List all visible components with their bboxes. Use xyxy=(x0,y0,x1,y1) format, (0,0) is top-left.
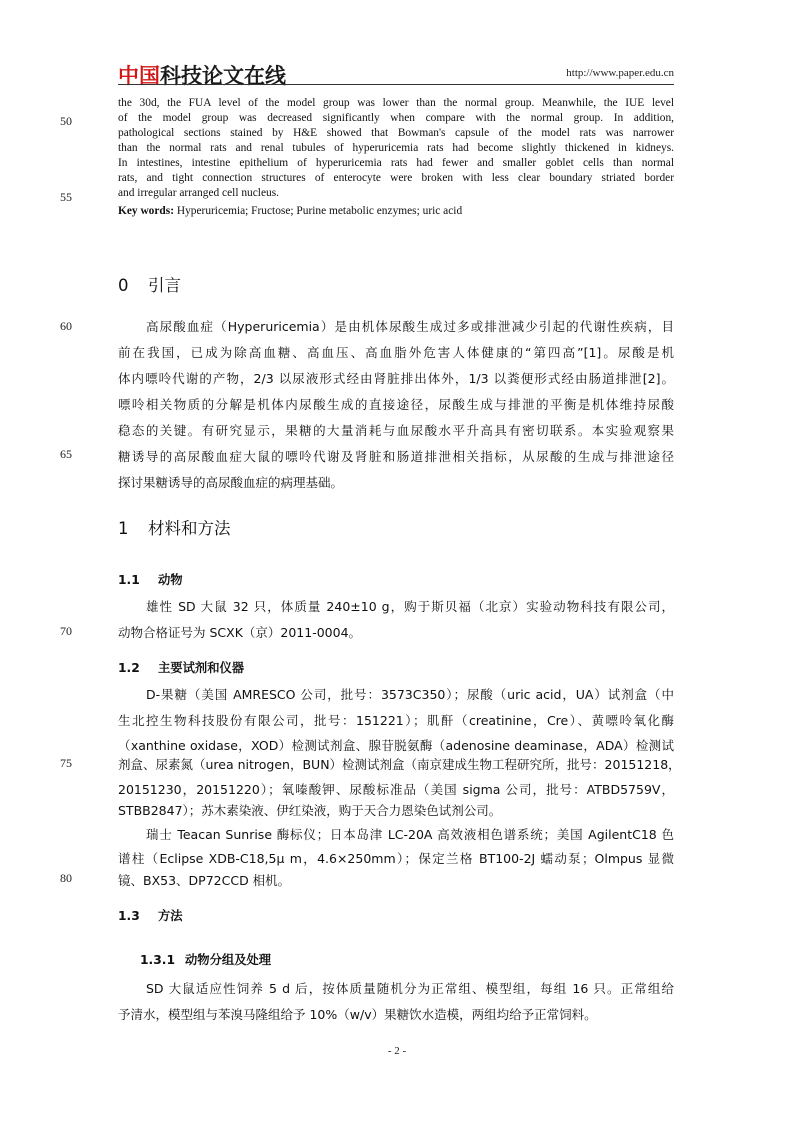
reagents-line: STBB2847）；苏木素染液、伊红染液，购于天合力恩染色试剂公司。 xyxy=(118,803,502,818)
animals-line: 动物合格证号为 SCXK（京）2011-0004。 xyxy=(118,625,362,640)
subsubsection-heading-grouping xyxy=(140,950,271,968)
subsection-title: 动物 xyxy=(158,573,183,587)
logo-text: 科技论文在线 xyxy=(160,64,286,88)
subsection-heading-method xyxy=(118,906,183,924)
line-number: 65 xyxy=(60,447,72,461)
reagents-line: 20151230，20151220）；氧嗪酸钾、尿酸标准品（美国 sigma 公司，批号：ATBD5759V， xyxy=(118,782,674,797)
subsection-number: 1.1 xyxy=(118,573,140,587)
line-number: 50 xyxy=(60,114,72,128)
instruments-line: 瑞士 Teacan Sunrise 酶标仪；日本岛津 LC-20A 高效液相色谱系统；美国 AgilentC18 色 xyxy=(146,827,674,842)
abstract-line: rats, and tight connection structures of enterocyte were broken with less clear boundary striated border xyxy=(118,172,674,184)
logo-red-text: 中国 xyxy=(118,64,160,88)
abstract-line: the 30d, the FUA level of the model group was lower than the normal group. Meanwhile, the IUE level xyxy=(118,97,674,109)
subsection-heading-animals xyxy=(118,570,183,588)
subsection-number: 1.3 xyxy=(118,909,140,923)
grouping-line: 予清水，模型组与苯溴马隆组给予 10%（w/v）果糖饮水造模，两组均给予正常饲料。 xyxy=(118,1007,597,1022)
abstract-line: and irregular arranged cell nucleus. xyxy=(118,187,279,199)
intro-line: 探讨果糖诱导的高尿酸血症的病理基础。 xyxy=(118,475,344,490)
keywords-label: Key words: xyxy=(118,205,174,217)
page-number: - 2 - xyxy=(387,1045,407,1057)
intro-line: 稳态的关键。有研究显示，果糖的大量消耗与血尿酸水平升高具有密切联系。本实验观察果 xyxy=(118,423,674,438)
reagents-line: （xanthine oxidase，XOD）检测试剂盒、腺苷脱氨酶（adenosine deaminase，ADA）检测试 xyxy=(118,738,674,753)
line-number: 55 xyxy=(60,190,72,204)
section-title: 引言 xyxy=(148,276,181,295)
reagents-line: 剂盒、尿素氮（urea nitrogen，BUN）检测试剂盒（南京建成生物工程研究所，批号：20151218， xyxy=(118,757,681,772)
instruments-line: 镜、BX53、DP72CCD 相机。 xyxy=(118,873,291,888)
section-number: 1 xyxy=(118,519,129,538)
reagents-line: D-果糖（美国 AMRESCO 公司，批号：3573C350）；尿酸（uric acid，UA）试剂盒（中 xyxy=(146,687,674,702)
grouping-line: SD 大鼠适应性饲养 5 d 后，按体质量随机分为正常组、模型组，每组 16 只。正常组给 xyxy=(146,981,674,996)
line-number: 80 xyxy=(60,871,72,885)
section-number: 0 xyxy=(118,276,129,295)
section-title: 材料和方法 xyxy=(148,519,231,538)
line-number: 75 xyxy=(60,756,72,770)
intro-line: 高尿酸血症（Hyperuricemia）是由机体尿酸生成过多或排泄减少引起的代谢性疾病，目 xyxy=(146,319,674,334)
instruments-line: 谱柱（Eclipse XDB-C18,5μ m，4.6×250mm）；保定兰格 BT100-2J 蠕动泵；Olmpus 显微 xyxy=(118,851,674,866)
abstract-line: pathological sections stained by H&E showed that Bowman's capsule of the model rats was narrower xyxy=(118,127,674,139)
intro-line: 体内嘌呤代谢的产物，2/3 以尿液形式经由肾脏排出体外，1/3 以粪便形式经由肠道排泄[2]。 xyxy=(118,371,674,386)
subsubsection-number: 1.3.1 xyxy=(140,953,176,967)
keywords-text: Hyperuricemia; Fructose; Purine metabolic enzymes; uric acid xyxy=(174,205,463,217)
abstract-line: than the normal rats and renal tubules of hyperuricemia rats had become slightly thickened in kidneys. xyxy=(118,142,674,154)
header-divider xyxy=(118,84,674,85)
reagents-line: 生北控生物科技股份有限公司，批号：151221）；肌酐（creatinine，Cre）、黄嘌呤氧化酶 xyxy=(118,713,674,728)
subsection-number: 1.2 xyxy=(118,661,140,675)
header-url: http://www.paper.edu.cn xyxy=(566,67,674,79)
line-number: 70 xyxy=(60,624,72,638)
subsubsection-title: 动物分组及处理 xyxy=(185,953,272,967)
animals-line: 雄性 SD 大鼠 32 只，体质量 240±10 g，购于斯贝福（北京）实验动物科技有限公司， xyxy=(146,599,674,614)
abstract-line: In intestines, intestine epithelium of hyperuricemia rats had fewer and smaller goblet cells than normal xyxy=(118,157,674,169)
subsection-title: 方法 xyxy=(158,909,183,923)
journal-logo xyxy=(118,60,286,90)
section-heading-methods xyxy=(118,515,231,539)
abstract-line: of the model group was decreased significantly when compare with the normal group. In addition, xyxy=(118,112,674,124)
intro-line: 嘌呤相关物质的分解是机体内尿酸生成的直接途径，尿酸生成与排泄的平衡是机体维持尿酸 xyxy=(118,397,674,412)
line-number: 60 xyxy=(60,319,72,333)
intro-line: 糖诱导的高尿酸血症大鼠的嘌呤代谢及肾脏和肠道排泄相关指标，从尿酸的生成与排泄途径 xyxy=(118,449,674,464)
section-heading-intro xyxy=(118,272,181,296)
intro-line: 前在我国，已成为除高血糖、高血压、高血脂外危害人体健康的“第四高”[1]。尿酸是机 xyxy=(118,345,674,360)
subsection-heading-reagents xyxy=(118,658,244,676)
keywords-line xyxy=(118,204,674,219)
subsection-title: 主要试剂和仪器 xyxy=(158,661,245,675)
